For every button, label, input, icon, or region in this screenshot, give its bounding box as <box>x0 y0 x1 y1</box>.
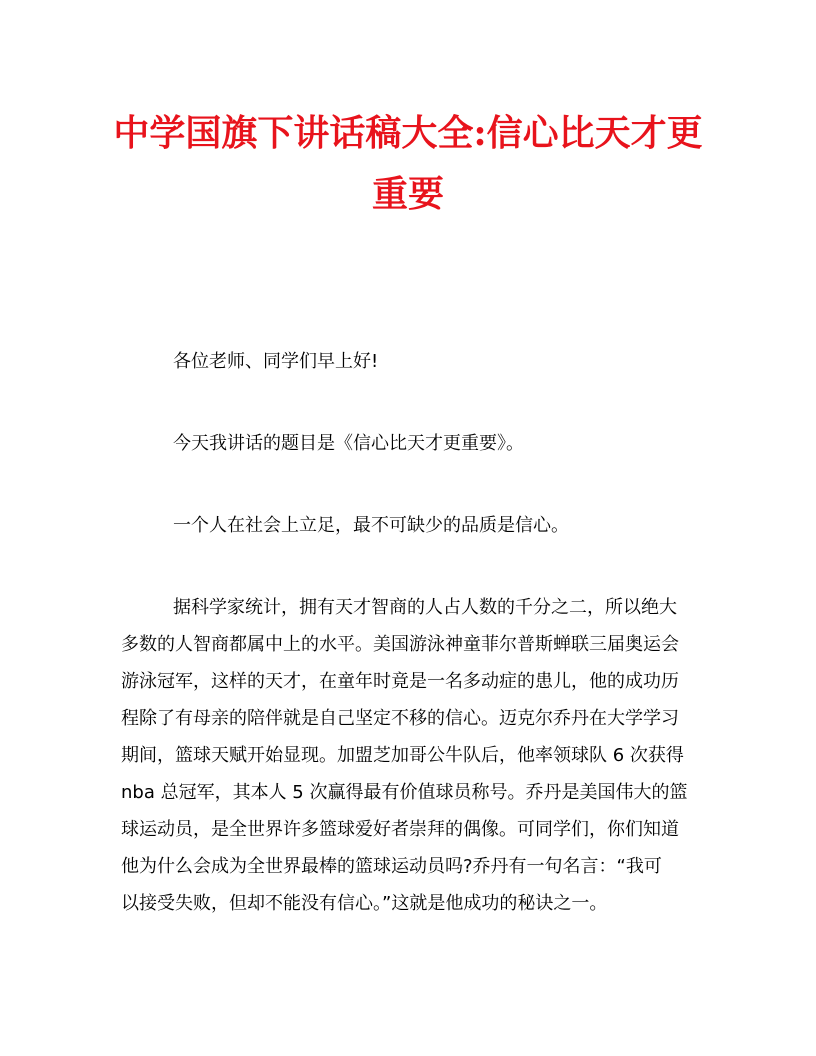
body-line: 游泳冠军，这样的天才，在童年时竟是一名多动症的患儿，他的成功历 <box>121 671 679 692</box>
body-line: 期间，篮球天赋开始显现。加盟芝加哥公牛队后，他率领球队 6 次获得 <box>121 745 684 766</box>
body-line: nba 总冠军，其本人 5 次赢得最有价值球员称号。乔丹是美国伟大的篮 <box>121 782 688 803</box>
body-line: 以接受失败，但却不能没有信心。”这就是他成功的秘诀之一。 <box>121 893 608 914</box>
paragraph-thesis: 一个人在社会上立足，最不可缺少的品质是信心。 <box>173 515 569 536</box>
paragraph-topic: 今天我讲话的题目是《信心比天才更重要》。 <box>173 433 524 454</box>
body-line: 程除了有母亲的陪伴就是自己坚定不移的信心。迈克尔乔丹在大学学习 <box>121 708 679 729</box>
document-title-line-1: 中学国旗下讲话稿大全:信心比天才更 <box>113 112 703 154</box>
body-line: 据科学家统计，拥有天才智商的人占人数的千分之二，所以绝大 <box>173 597 677 618</box>
body-line: 球运动员，是全世界许多篮球爱好者崇拜的偶像。可同学们，你们知道 <box>121 819 679 840</box>
document-title-line-2: 重要 <box>371 173 444 215</box>
paragraph-greeting: 各位老师、同学们早上好! <box>173 351 379 372</box>
body-line: 他为什么会成为全世界最棒的篮球运动员吗?乔丹有一句名言：“我可 <box>121 856 662 877</box>
paragraph-body <box>121 589 701 922</box>
body-line: 多数的人智商都属中上的水平。美国游泳神童菲尔普斯蝉联三届奥运会 <box>121 634 679 655</box>
